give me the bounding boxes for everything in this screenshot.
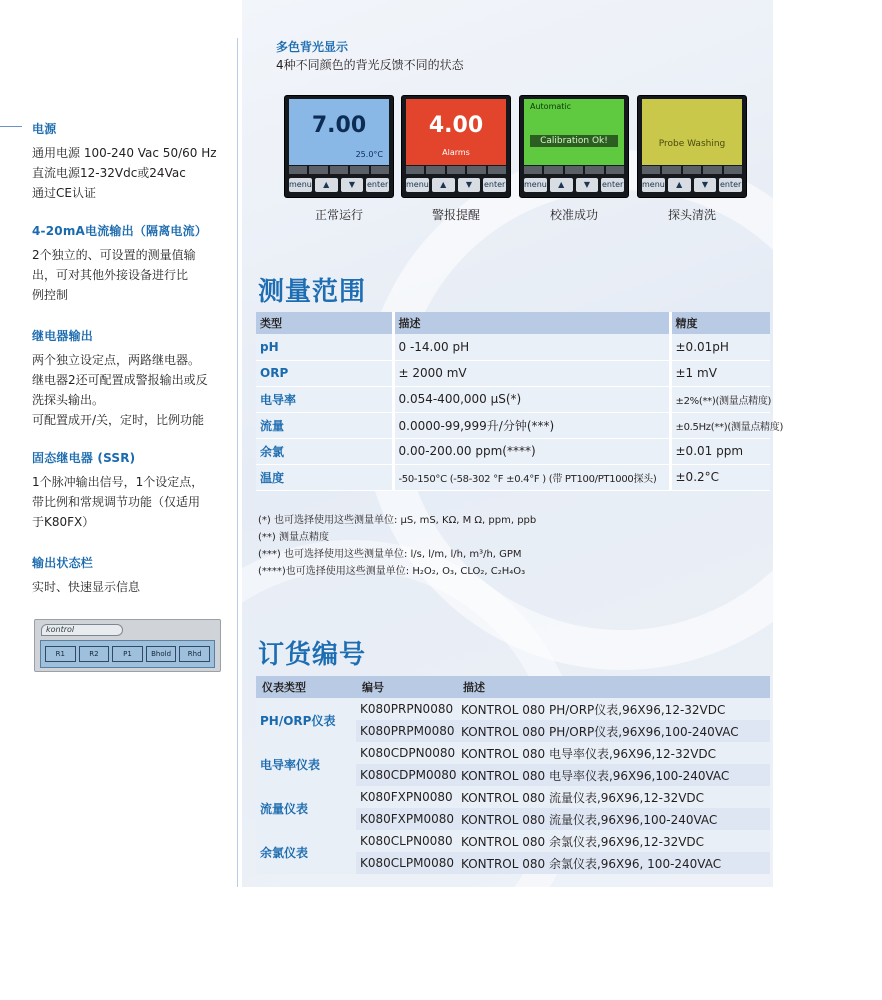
analog-output-line: 例控制 xyxy=(32,288,69,302)
analog-output-line: 出，可对其他外接设备进行比 xyxy=(32,268,189,282)
item-desc: KONTROL 080 PH/ORP仪表,96X96,12-32VDC xyxy=(457,698,770,720)
row-desc: 0.054-400,000 μS(*) xyxy=(393,386,670,412)
device-subtext: Automatic xyxy=(530,102,572,111)
table-header xyxy=(256,312,770,334)
status-bar-title: 输出状态栏 xyxy=(32,556,94,570)
ssr-section xyxy=(32,449,232,532)
status-cell: R2 xyxy=(79,646,110,662)
item-code: K080FXPM0080 xyxy=(356,808,457,830)
analog-output-line: 2个独立的、可设置的测量值输 xyxy=(32,248,196,262)
note-line: (***) 也可选择使用这些测量单位: l/s, l/m, l/h, m³/h, GPM xyxy=(258,549,522,560)
table-header xyxy=(256,676,770,698)
device-label: 校准成功 xyxy=(549,208,598,222)
down-key: ▼ xyxy=(576,178,599,192)
up-key: ▲ xyxy=(432,178,455,192)
relay-output-line: 继电器2还可配置成警报输出或反 xyxy=(32,373,208,387)
row-acc: ±0.01pH xyxy=(670,334,770,360)
device-tabs xyxy=(642,166,742,174)
row-acc: ±1 mV xyxy=(670,360,770,386)
item-desc: KONTROL 080 流量仪表,96X96,12-32VDC xyxy=(457,786,770,808)
device-screen xyxy=(289,99,389,165)
header-code: 编号 xyxy=(356,676,457,698)
table-row xyxy=(256,786,770,808)
row-desc: 0 -14.00 pH xyxy=(393,334,670,360)
table-row xyxy=(256,698,770,720)
item-code: K080PRPN0080 xyxy=(356,698,457,720)
power-line: 通用电源 100-240 Vac 50/60 Hz xyxy=(32,146,217,160)
item-code: K080CDPM0080 xyxy=(356,764,457,786)
row-type: 余氯 xyxy=(256,438,393,464)
status-bar-line: 实时、快速显示信息 xyxy=(32,580,141,594)
ordering-title: 订货编号 xyxy=(258,640,367,670)
power-title: 电源 xyxy=(32,122,57,136)
relay-output-line: 可配置成开/关，定时，比例功能 xyxy=(32,413,205,427)
status-cell: Bhold xyxy=(146,646,177,662)
down-key: ▼ xyxy=(458,178,481,192)
item-desc: KONTROL 080 余氯仪表,96X96,12-32VDC xyxy=(457,830,770,852)
enter-key: enter xyxy=(366,178,389,192)
backlight-desc: 4种不同颜色的背光反馈不同的状态 xyxy=(276,58,464,72)
enter-key: enter xyxy=(483,178,506,192)
power-line: 直流电源12-32Vdc或24Vac xyxy=(32,166,186,180)
up-key: ▲ xyxy=(668,178,691,192)
relay-output-line: 两个独立设定点，两路继电器。 xyxy=(32,353,201,367)
table-row xyxy=(256,334,770,360)
row-acc: ±0.5Hz(**)(测量点精度) xyxy=(670,412,770,438)
relay-output-title: 继电器输出 xyxy=(32,329,94,343)
measurement-table xyxy=(256,312,784,491)
device-keys xyxy=(642,178,742,192)
measurement-title: 测量范围 xyxy=(258,277,367,307)
device-keys xyxy=(406,178,506,192)
device-tabs xyxy=(289,166,389,174)
group-type: 电导率仪表 xyxy=(256,742,356,786)
table-row xyxy=(256,386,770,412)
device-subtext: 25.0°C xyxy=(355,150,383,159)
analog-output-section xyxy=(32,222,232,305)
row-acc: ±0.01 ppm xyxy=(670,438,770,464)
item-code: K080PRPM0080 xyxy=(356,720,457,742)
device-reading: 4.00 xyxy=(428,113,484,138)
item-desc: KONTROL 080 电导率仪表,96X96,12-32VDC xyxy=(457,742,770,764)
row-acc: ±2%(**)(测量点精度) xyxy=(670,386,770,412)
item-desc: KONTROL 080 流量仪表,96X96,100-240VAC xyxy=(457,808,770,830)
item-desc: KONTROL 080 余氯仪表,96X96, 100-240VAC xyxy=(457,852,770,874)
device-tabs xyxy=(406,166,506,174)
row-type: ORP xyxy=(256,360,393,386)
row-type: pH xyxy=(256,334,393,360)
device-keys xyxy=(524,178,624,192)
item-desc: KONTROL 080 PH/ORP仪表,96X96,100-240VAC xyxy=(457,720,770,742)
item-desc: KONTROL 080 电导率仪表,96X96,100-240VAC xyxy=(457,764,770,786)
header-type: 仪表类型 xyxy=(256,676,356,698)
ssr-line: 带比例和常规调节功能（仅适用 xyxy=(32,495,201,509)
status-cell: R1 xyxy=(45,646,76,662)
device-tabs xyxy=(524,166,624,174)
row-desc: 0.0000-99,999升/分钟(***) xyxy=(393,412,670,438)
status-bar-section xyxy=(32,554,232,597)
note-line: (**) 测量点精度 xyxy=(258,532,329,543)
table-row xyxy=(256,742,770,764)
relay-output-section xyxy=(32,327,232,430)
device-subtext: Alarms xyxy=(442,148,470,157)
down-key: ▼ xyxy=(341,178,364,192)
group-type: 流量仪表 xyxy=(256,786,356,830)
row-desc: -50-150°C (-58-302 °F ±0.4°F ) (带 PT100/PT1000探头) xyxy=(393,464,670,490)
row-desc: ± 2000 mV xyxy=(393,360,670,386)
header-desc: 描述 xyxy=(457,676,770,698)
group-type: PH/ORP仪表 xyxy=(256,698,356,742)
device-calibration xyxy=(519,95,629,198)
section-tick xyxy=(0,126,22,127)
device-normal xyxy=(284,95,394,198)
ssr-line: 1个脉冲输出信号，1个设定点， xyxy=(32,475,204,489)
row-type: 流量 xyxy=(256,412,393,438)
table-row xyxy=(256,360,770,386)
header-desc: 描述 xyxy=(393,312,670,334)
status-bar-image xyxy=(34,619,221,672)
device-screen xyxy=(524,99,624,165)
menu-key: menu xyxy=(289,178,312,192)
status-cell: Rhd xyxy=(179,646,210,662)
item-code: K080FXPN0080 xyxy=(356,786,457,808)
table-row xyxy=(256,464,770,490)
device-label: 正常运行 xyxy=(314,208,363,222)
item-code: K080CLPN0080 xyxy=(356,830,457,852)
device-label: 警报提醒 xyxy=(431,208,480,222)
note-line: (*) 也可选择使用这些测量单位: μS, mS, KΩ, M Ω, ppm, ppb xyxy=(258,515,537,526)
status-cell: P1 xyxy=(112,646,143,662)
enter-key: enter xyxy=(719,178,742,192)
table-row xyxy=(256,438,770,464)
note-line: (****)也可选择使用这些测量单位: H₂O₂, O₃, CLO₂, C₂H₄O₃ xyxy=(258,566,526,577)
ssr-title: 固态继电器 (SSR) xyxy=(32,451,136,465)
ordering-table xyxy=(256,676,770,874)
measurement-notes xyxy=(258,512,536,580)
device-alarm xyxy=(401,95,511,198)
table-row xyxy=(256,830,770,852)
status-bar-screen xyxy=(40,640,215,668)
up-key: ▲ xyxy=(315,178,338,192)
down-key: ▼ xyxy=(694,178,717,192)
analog-output-title: 4-20mA电流输出（隔离电流） xyxy=(32,224,208,238)
row-type: 电导率 xyxy=(256,386,393,412)
device-washing xyxy=(637,95,747,198)
relay-output-line: 洗探头输出。 xyxy=(32,393,105,407)
column-divider xyxy=(237,38,238,887)
ssr-line: 于K80FX） xyxy=(32,515,95,529)
device-keys xyxy=(289,178,389,192)
menu-key: menu xyxy=(524,178,547,192)
device-screen xyxy=(642,99,742,165)
device-label: 探头清洗 xyxy=(667,208,716,222)
kontrol-logo: kontrol xyxy=(41,624,123,636)
power-section xyxy=(32,120,232,203)
item-code: K080CDPN0080 xyxy=(356,742,457,764)
row-acc: ±0.2°C xyxy=(670,464,770,490)
header-type: 类型 xyxy=(256,312,393,334)
item-code: K080CLPM0080 xyxy=(356,852,457,874)
menu-key: menu xyxy=(406,178,429,192)
power-line: 通过CE认证 xyxy=(32,186,96,200)
header-acc: 精度 xyxy=(670,312,770,334)
row-type: 温度 xyxy=(256,464,393,490)
device-reading: Calibration Ok! xyxy=(530,135,618,147)
row-desc: 0.00-200.00 ppm(****) xyxy=(393,438,670,464)
group-type: 余氯仪表 xyxy=(256,830,356,874)
device-screen xyxy=(406,99,506,165)
up-key: ▲ xyxy=(550,178,573,192)
backlight-title: 多色背光显示 xyxy=(276,40,349,54)
device-reading: 7.00 xyxy=(311,113,367,138)
menu-key: menu xyxy=(642,178,665,192)
table-row xyxy=(256,412,770,438)
device-reading: Probe Washing xyxy=(658,139,726,149)
enter-key: enter xyxy=(601,178,624,192)
